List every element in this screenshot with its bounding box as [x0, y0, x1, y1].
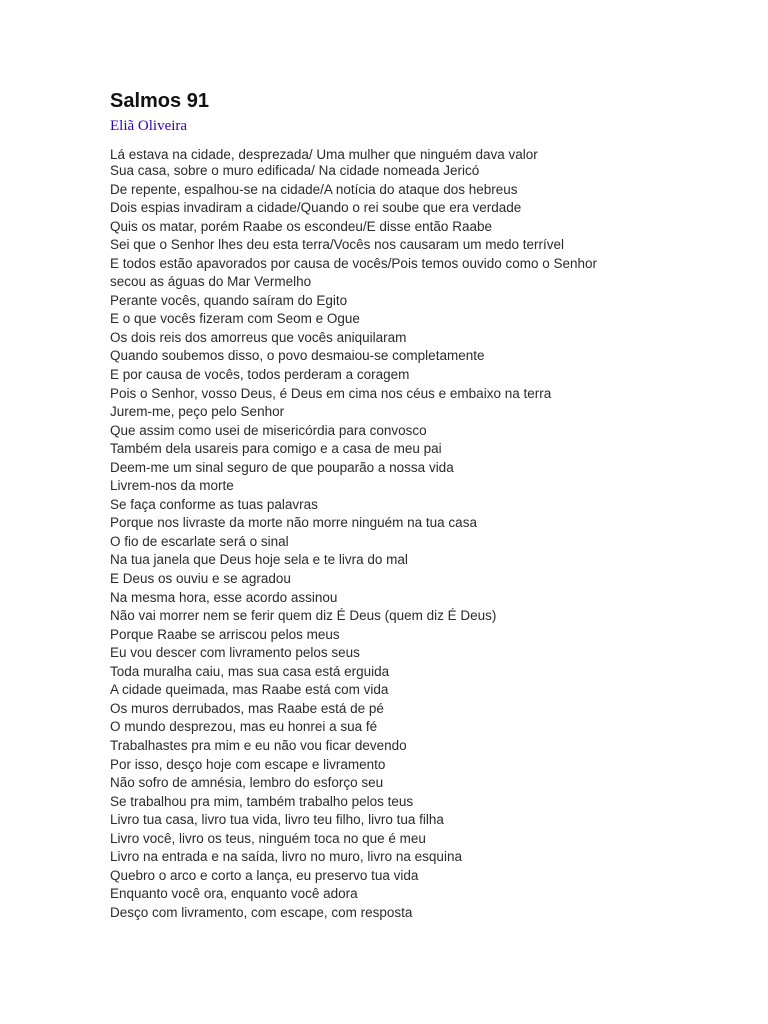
lyric-line: Desço com livramento, com escape, com resposta [110, 904, 413, 920]
lyric-line: Livro você, livro os teus, ninguém toca no que é meu [110, 830, 426, 846]
lyric-line: Livro na entrada e na saída, livro no muro, livro na esquina [110, 849, 462, 865]
lyric-line: Jurem-me, peço pelo Senhor [110, 404, 285, 420]
lyric-line: Por isso, desço hoje com escape e livramento [110, 756, 386, 772]
lyric-line: Se trabalhou pra mim, também trabalho pelos teus [110, 793, 414, 809]
lyric-line: Pois o Senhor, vosso Deus, é Deus em cima nos céus e embaixo na terra [110, 385, 552, 401]
lyric-line: Que assim como usei de misericórdia para convosco [110, 422, 427, 438]
lyric-line: Deem-me um sinal seguro de que pouparão a nossa vida [110, 459, 454, 475]
lyric-line: Quis os matar, porém Raabe os escondeu/E disse então Raabe [110, 218, 492, 234]
lyric-line: Lá estava na cidade, desprezada/ Uma mulher que ninguém dava valor [110, 147, 538, 162]
lyric-line: Trabalhastes pra mim e eu não vou ficar devendo [110, 737, 407, 753]
lyric-line: De repente, espalhou-se na cidade/A notícia do ataque dos hebreus [110, 181, 518, 197]
lyric-line: Sua casa, sobre o muro edificada/ Na cidade nomeada Jericó [110, 163, 480, 178]
lyric-line: Na mesma hora, esse acordo assinou [110, 589, 338, 605]
lyric-line: Enquanto você ora, enquanto você adora [110, 886, 358, 902]
lyric-line: Os muros derrubados, mas Raabe está de pé [110, 700, 384, 716]
author-name: Eliã Oliveira [110, 118, 188, 134]
lyric-line: E Deus os ouviu e se agradou [110, 571, 291, 587]
lyric-line: Porque nos livraste da morte não morre ninguém na tua casa [110, 515, 477, 531]
lyric-line: Quando soubemos disso, o povo desmaiou-se completamente [110, 348, 485, 364]
lyric-line: E o que vocês fizeram com Seom e Ogue [110, 311, 360, 327]
lyric-line: Os dois reis dos amorreus que vocês aniquilaram [110, 329, 407, 345]
lyric-line: secou as águas do Mar Vermelho [110, 274, 312, 290]
lyric-line: Não vai morrer nem se ferir quem diz É Deus (quem diz É Deus) [110, 608, 497, 624]
lyric-line: Porque Raabe se arriscou pelos meus [110, 626, 340, 642]
lyrics-body [110, 147, 710, 922]
lyric-line: O mundo desprezou, mas eu honrei a sua fé [110, 719, 378, 735]
lyric-line: Se faça conforme as tuas palavras [110, 496, 318, 512]
lyric-line: A cidade queimada, mas Raabe está com vida [110, 682, 389, 698]
lyric-line: Toda muralha caiu, mas sua casa está erguida [110, 663, 390, 679]
lyric-line: Perante vocês, quando saíram do Egito [110, 292, 348, 308]
lyric-line: Livrem-nos da morte [110, 478, 234, 494]
document-title: Salmos 91 [110, 90, 209, 112]
lyric-line: E todos estão apavorados por causa de vocês/Pois temos ouvido como o Senhor [110, 255, 598, 271]
lyric-line: Sei que o Senhor lhes deu esta terra/Vocês nos causaram um medo terrível [110, 237, 564, 253]
lyric-line: Na tua janela que Deus hoje sela e te livra do mal [110, 552, 408, 568]
lyric-line: Não sofro de amnésia, lembro do esforço seu [110, 775, 384, 791]
lyric-line: O fio de escarlate será o sinal [110, 533, 289, 549]
lyric-line: Livro tua casa, livro tua vida, livro teu filho, livro tua filha [110, 812, 444, 828]
lyric-line: Dois espias invadiram a cidade/Quando o rei soube que era verdade [110, 200, 522, 216]
lyric-line: Quebro o arco e corto a lança, eu preservo tua vida [110, 867, 419, 883]
lyric-line: Também dela usareis para comigo e a casa de meu pai [110, 441, 442, 457]
lyric-line: E por causa de vocês, todos perderam a coragem [110, 367, 410, 383]
lyric-line: Eu vou descer com livramento pelos seus [110, 645, 360, 661]
